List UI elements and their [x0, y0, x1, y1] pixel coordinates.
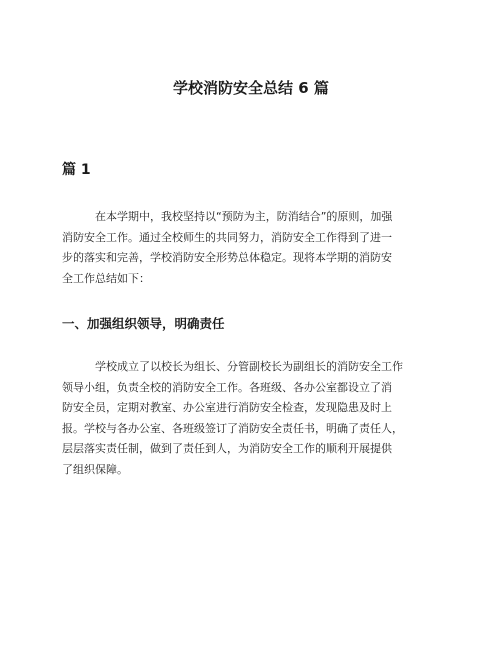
paragraph-line: 报。学校与各办公室、各班级签订了消防安全责任书，明确了责任人，: [62, 421, 403, 435]
document-title: 学校消防安全总结 6 篇: [173, 79, 329, 97]
paragraph-line: 学校成立了以校长为组长、分管副校长为副组长的消防安全工作: [95, 360, 403, 373]
paragraph-line: 在本学期中，我校坚持以“预防为主，防消结合”的原则，加强: [95, 210, 393, 223]
paragraph-line: 领导小组，负责全校的消防安全工作。各班级、各办公室都设立了消: [62, 380, 392, 394]
sub-heading-organization: 一、加强组织领导，明确责任: [62, 316, 225, 331]
paragraph-line: 消防安全工作。通过全校师生的共同努力，消防安全工作得到了进一: [62, 230, 392, 244]
paragraph-line: 层层落实责任制，做到了责任到人，为消防安全工作的顺利开展提供: [62, 442, 392, 456]
paragraph-organization: [62, 357, 403, 481]
paragraph-intro: [62, 207, 392, 289]
paragraph-line: 防安全员，定期对教室、办公室进行消防安全检查，发现隐患及时上: [62, 401, 392, 415]
section-heading: 篇 1: [62, 162, 91, 178]
paragraph-line: 步的落实和完善，学校消防安全形势总体稳定。现将本学期的消防安: [62, 251, 392, 265]
paragraph-line: 全工作总结如下：: [62, 271, 150, 285]
paragraph-line: 了组织保障。: [62, 462, 128, 476]
